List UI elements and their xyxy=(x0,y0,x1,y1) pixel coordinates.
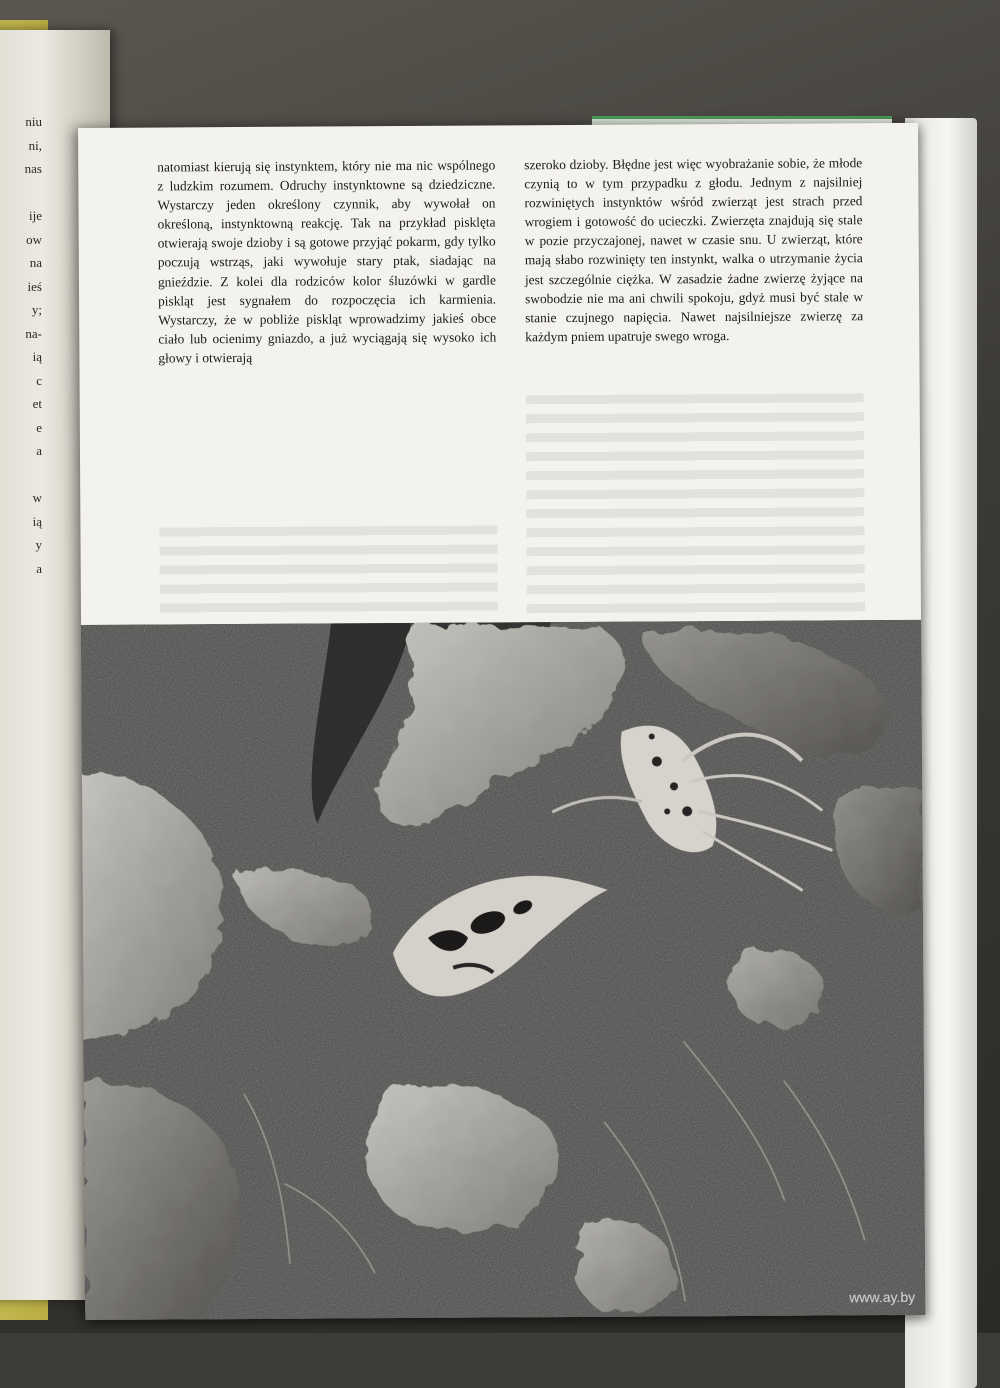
text-column-right xyxy=(524,153,863,346)
text-column-left xyxy=(157,155,496,367)
photograph xyxy=(81,620,925,1320)
paragraph-left: natomiast kierują się instynktem, który nie ma nic wspólnego z ludzkim rozumem. Odruchy instynktowne są dziedziczne. Wystarczy jeden określony czynnik, aby wywołał on określoną, instynktowną reakcję. Tak na przykład pisklęta otwierają swoje dzioby i są gotowe przyjąć pokarm, gdy tylko poczują wstrząs, jaki wywołuje stary ptak, siadając na gnieździe. Z kolei dla rodziców kolor śluzówki w gardle piskląt jest sygnałem do rozpoczęcia ich karmienia. Wystarczy, że w pobliże piskląt wprowadzimy jakieś obce ciało lub ocienimy gniazdo, a już wyciągają się wysoko ich głowy i otwierają xyxy=(157,157,497,366)
show-through-text xyxy=(526,393,865,615)
book-page xyxy=(78,123,925,1320)
show-through-text xyxy=(159,525,498,617)
paragraph-right: szeroko dzioby. Błędne jest więc wyobrażanie sobie, że młode czynią to w tym przypadku z głodu. Jednym z najsilniej rozwiniętych instynktów wśród zwierząt jest strach przed wrogiem i gotowość do ucieczki. Zwierzęta znajdują się stale w pozie przyczajonej, nawet w czasie snu. U zwierząt, które mają słabo rozwinięty ten instynkt, walka o utrzymanie życia jest szczególnie ciężka. W zasadzie żadne zwierzę żyjące na swobodzie nie ma ani chwili spokoju, gdyż musi być stale w stanie czujnego napięcia. Nawet najsilniejsze zwierzę za każdym pniem upatruje swego wroga. xyxy=(524,155,864,345)
left-page-edge-text: niu ni, nas ije ow na ieś y; na- ią c et e a w ią y a xyxy=(24,114,42,576)
photo-illustration xyxy=(81,620,925,1320)
watermark-text: www.ay.by xyxy=(849,1288,916,1306)
